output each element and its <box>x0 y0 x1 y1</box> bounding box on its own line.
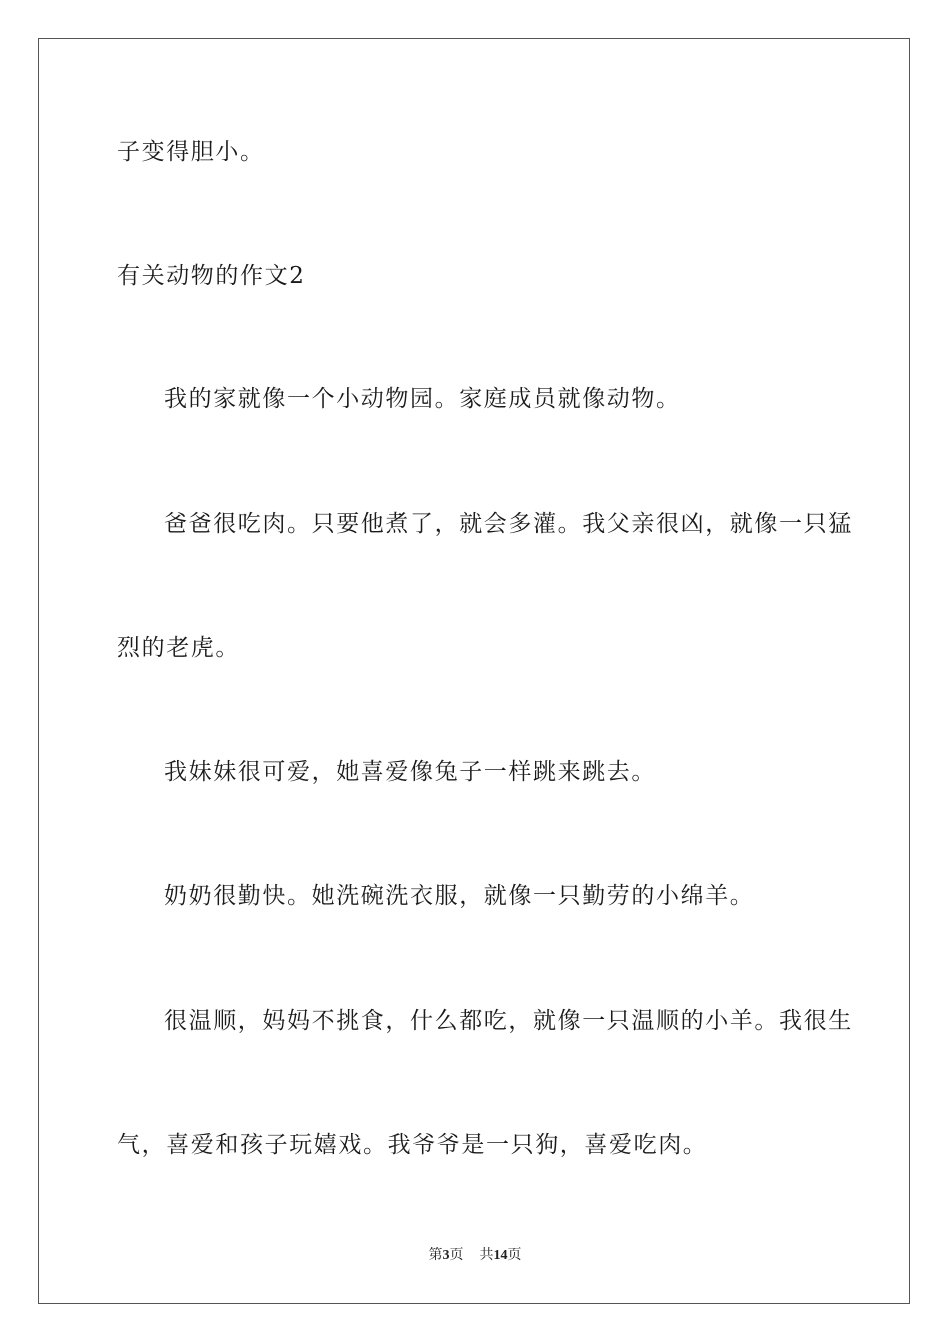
footer-total-pages: 14 <box>493 1248 508 1263</box>
footer-total-suffix: 页 <box>507 1248 522 1263</box>
section-heading: 有关动物的作文2 <box>117 263 306 289</box>
page-border <box>38 38 910 1304</box>
footer-page-prefix: 第 <box>428 1248 443 1263</box>
text-line-9: 气，喜爱和孩子玩嬉戏。我爷爷是一只狗，喜爱吃肉。 <box>117 1132 708 1158</box>
footer-total-prefix: 共 <box>479 1248 494 1263</box>
text-line-4: 爸爸很吃肉。只要他煮了，就会多灌。我父亲很凶，就像一只猛 <box>164 511 853 537</box>
text-line-1: 子变得胆小。 <box>117 139 265 165</box>
page-footer <box>0 1246 950 1266</box>
text-line-3: 我的家就像一个小动物园。家庭成员就像动物。 <box>164 386 681 412</box>
footer-page-suffix: 页 <box>449 1248 464 1263</box>
text-line-8: 很温顺，妈妈不挑食，什么都吃，就像一只温顺的小羊。我很生 <box>164 1008 853 1034</box>
text-line-7: 奶奶很勤快。她洗碗洗衣服，就像一只勤劳的小绵羊。 <box>164 883 755 909</box>
footer-current-page: 3 <box>442 1248 450 1263</box>
text-line-6: 我妹妹很可爱，她喜爱像兔子一样跳来跳去。 <box>164 759 656 785</box>
text-line-5: 烈的老虎。 <box>117 635 240 661</box>
